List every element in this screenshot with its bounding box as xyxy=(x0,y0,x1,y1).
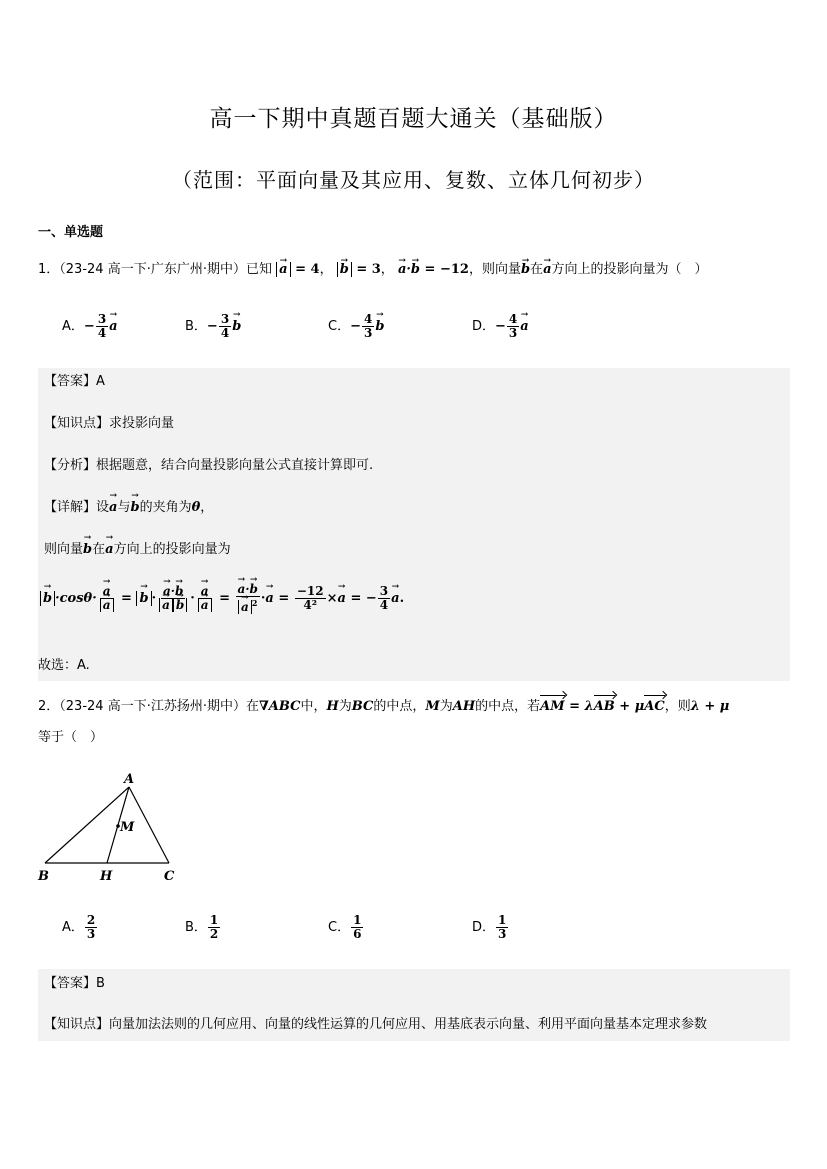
question-2-stem-line2: 等于（ ） xyxy=(38,730,104,745)
knowledge-line-1: 【知识点】求投影向量 xyxy=(44,416,175,431)
knowledge-line-2: 【知识点】向量加法法则的几何应用、向量的线性运算的几何应用、用基底表示向量、利用平面向量基本定理求参数 xyxy=(44,1017,708,1032)
label-a: A xyxy=(124,772,135,787)
question-1-stem: 1．（23-24 高一下·广东广州·期中）已知 → a = 4， → b = 3， → a·→ b = −12，则向量→ b在→ a方向上的投影向量为（ ） xyxy=(38,260,708,280)
detail-line-2: 则向量→ b在→ a方向上的投影向量为 xyxy=(44,538,231,557)
question-source: （23-24 高一下·江苏扬州·期中） xyxy=(59,699,246,714)
projection-formula: → b ·cosθ· → a → a = → b · → a·→ b → a→ b · → a → a = → a·→ b → a $^2$ ·→ a = $\frac{-12}{\text{4²}}$ ×→ a = − $\frac{3}{4}$ → a. xyxy=(40,583,404,614)
triangle-figure xyxy=(36,770,186,886)
option-c[interactable]: C． $\frac{1}{6}$ xyxy=(328,913,362,941)
label-b: B xyxy=(38,869,49,884)
side-ac xyxy=(129,787,169,863)
option-b[interactable]: B．− $\frac{3}{4}$ → b xyxy=(185,313,241,340)
analysis-line-1: 【分析】根据题意，结合向量投影向量公式直接计算即可. xyxy=(44,458,374,473)
page-title: 高一下期中真题百题大通关（基础版） xyxy=(209,106,618,132)
section-heading: 一、单选题 xyxy=(38,225,104,240)
question-2-stem: 2．（23-24 高一下·江苏扬州·期中）在∇ABC中，H为BC的中点，M为AH的中点，若AM = λAB + μAC，则λ + μ xyxy=(38,697,729,717)
conclusion-line-1: 故选：A. xyxy=(38,658,90,673)
page-subtitle: （范围：平面向量及其应用、复数、立体几何初步） xyxy=(172,168,655,192)
option-d[interactable]: D． $\frac{1}{3}$ xyxy=(472,913,507,941)
answer-line-1: 【答案】A xyxy=(44,374,105,389)
option-a[interactable]: A．− $\frac{3}{4}$ → a xyxy=(62,313,118,340)
label-m: M xyxy=(120,820,135,835)
option-b[interactable]: B． $\frac{1}{2}$ xyxy=(185,913,219,941)
side-ab xyxy=(45,787,129,863)
option-c[interactable]: C．− $\frac{4}{3}$ → b xyxy=(328,313,384,340)
option-a[interactable]: A． $\frac{2}{3}$ xyxy=(62,913,96,941)
label-h: H xyxy=(100,869,113,884)
question-source: （23-24 高一下·广东广州·期中） xyxy=(59,262,246,277)
label-c: C xyxy=(164,869,175,884)
detail-line-1: 【详解】设→ a与→ b的夹角为θ， xyxy=(44,496,213,515)
answer-line-2: 【答案】B xyxy=(44,976,105,991)
option-d[interactable]: D．− $\frac{4}{3}$ → a xyxy=(472,313,529,340)
